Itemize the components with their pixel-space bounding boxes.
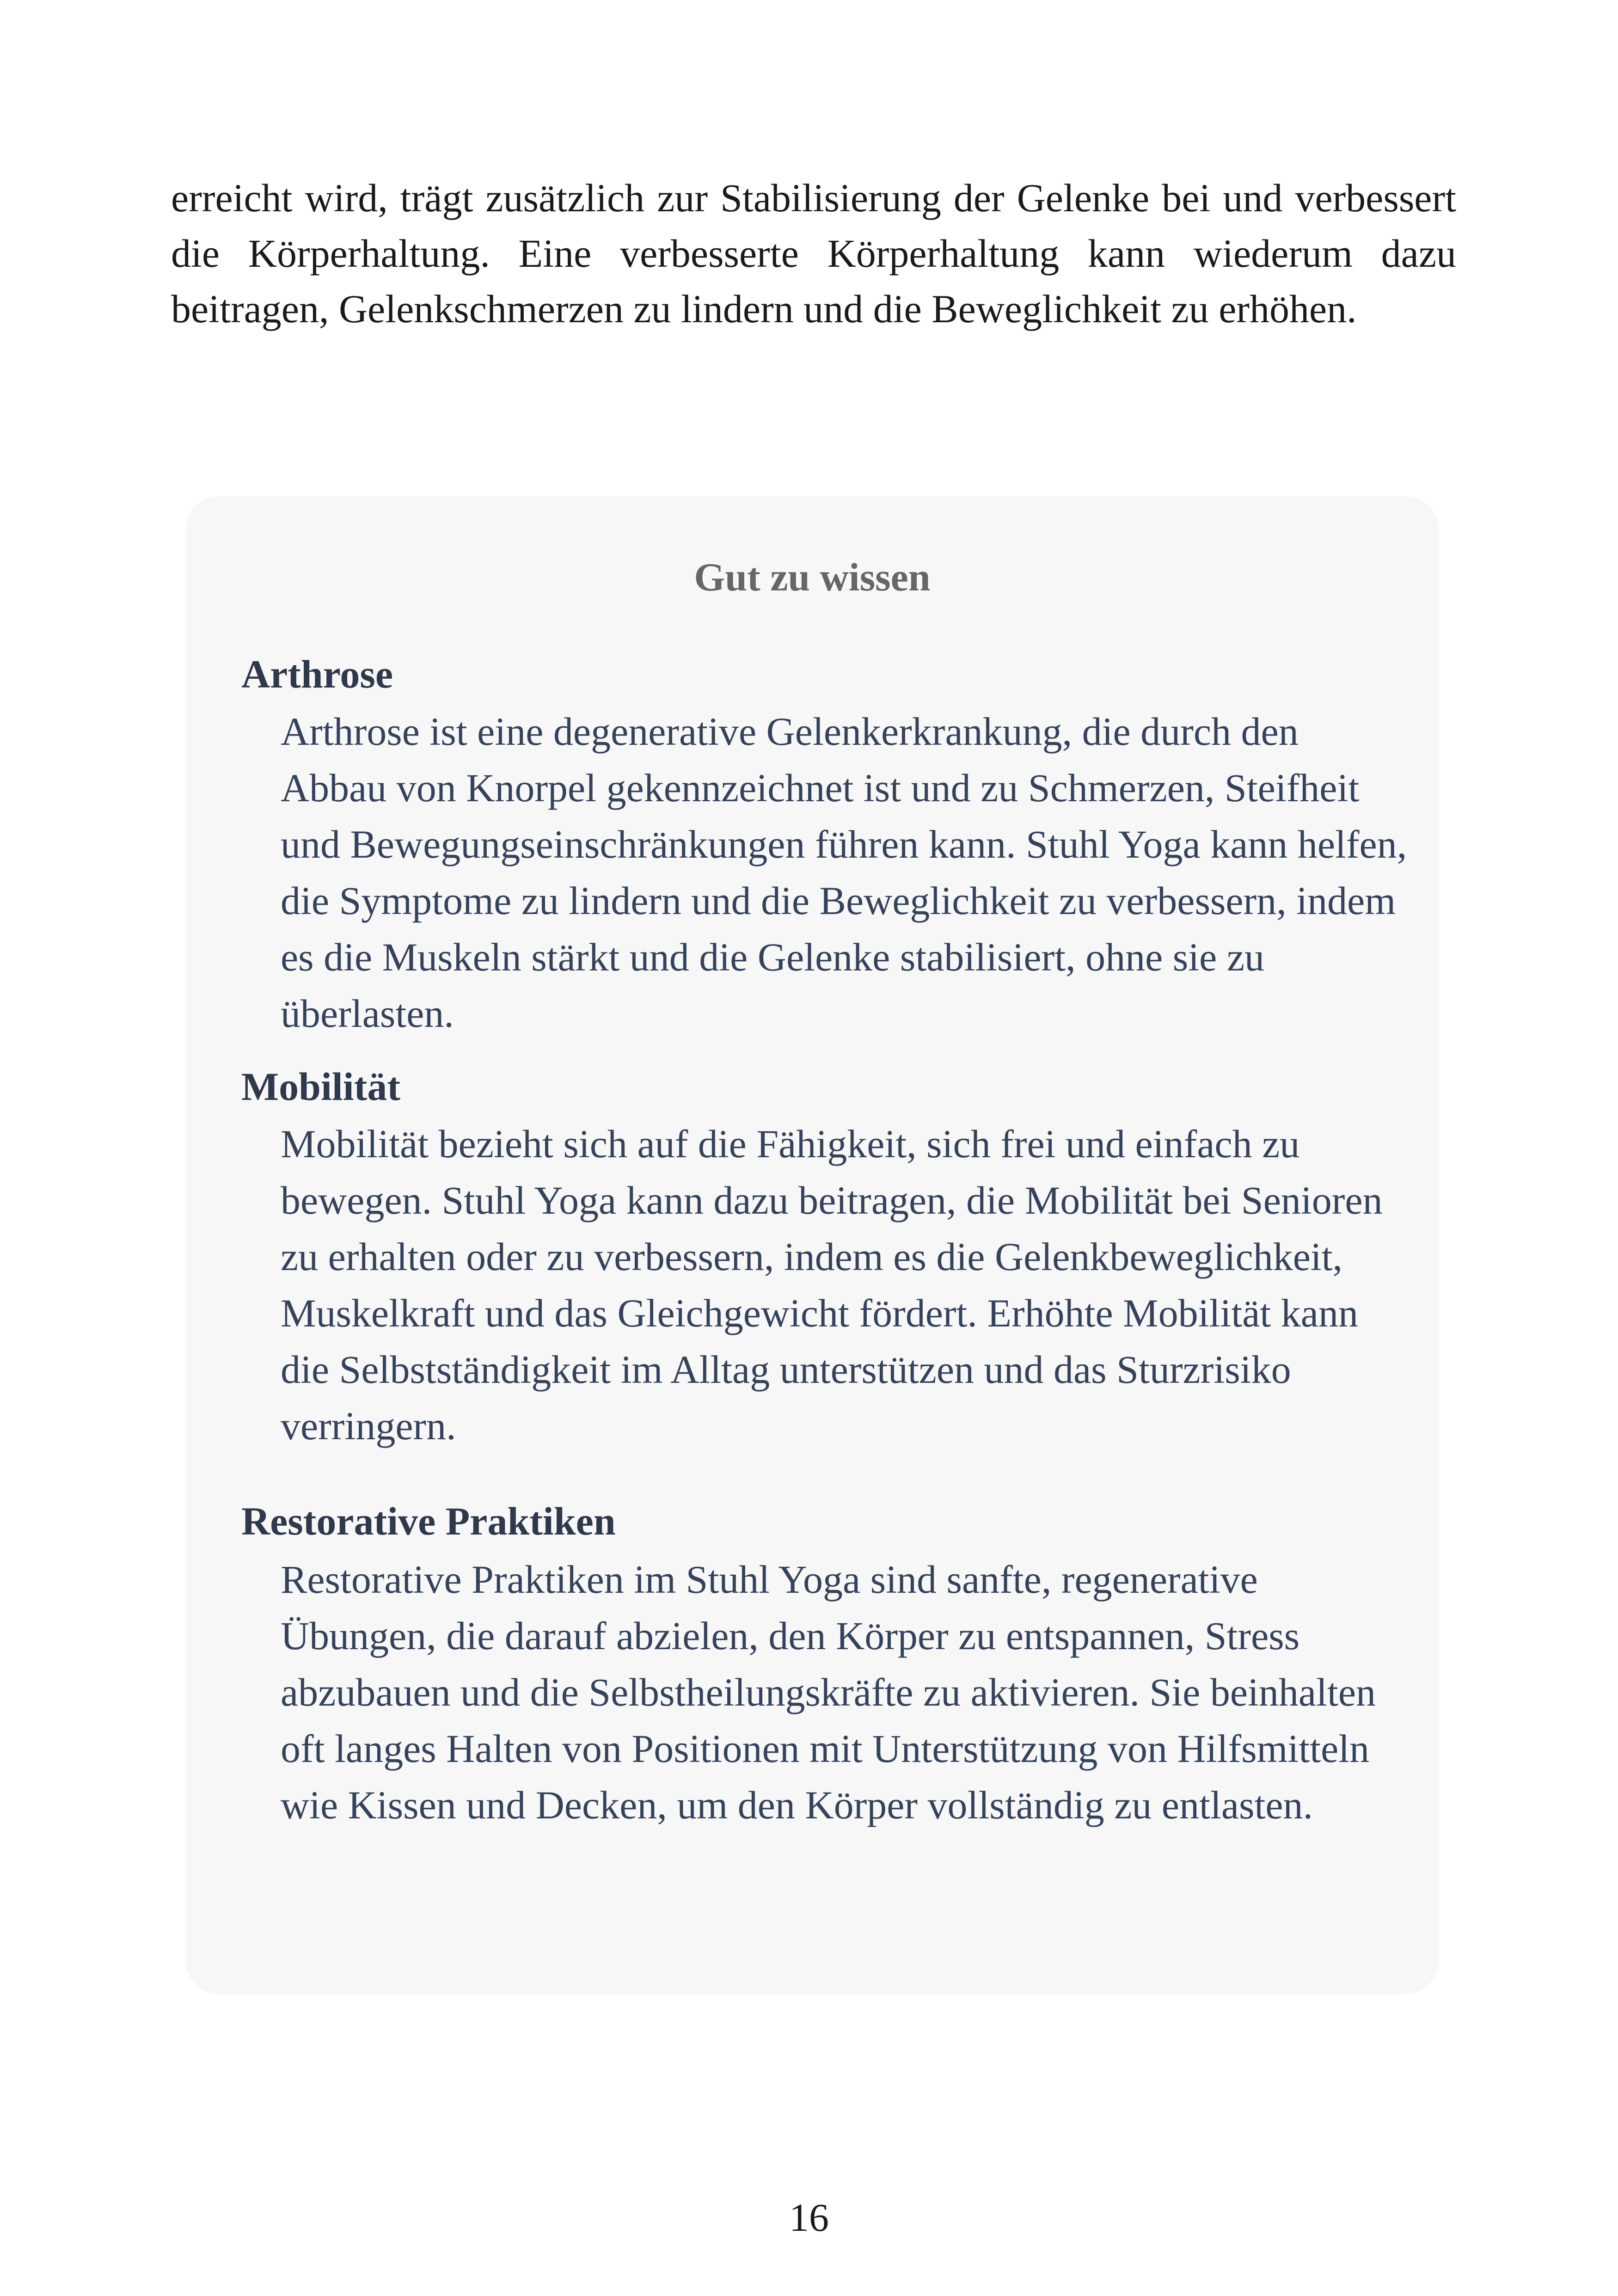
definition-restorative-praktiken: Restorative Praktiken im Stuhl Yoga sind sanfte, regenerative Übungen, die darauf abzielen, den Körper zu entspannen, Stress abzubauen und die Selbstheilungskräfte zu aktivieren. Sie beinhalten oft langes Halten von Positionen mit Unterstützung von Hilfsmitteln wie Kissen und Decken, um den Körper vollständig zu entlasten. — [281, 1557, 1376, 1827]
info-box — [186, 496, 1439, 1994]
intro-paragraph: erreicht wird, trägt zusätzlich zur Stabilisierung der Gelenke bei und verbessert die Körperhaltung. Eine verbesserte Körperhaltung kann wiederum dazu beitragen, Gelenkschmerzen zu lindern und die Beweglichkeit zu erhöhen. — [171, 176, 1456, 331]
term-arthrose: Arthrose — [241, 652, 393, 696]
term-restorative-praktiken: Restorative Praktiken — [241, 1499, 616, 1543]
definition-mobilitaet: Mobilität bezieht sich auf die Fähigkeit, sich frei und einfach zu bewegen. Stuhl Yoga kann dazu beitragen, die Mobilität bei Senioren zu erhalten oder zu verbessern, indem es die Gelenkbeweglichkeit, Muskelkraft und das Gleichgewicht fördert. Erhöhte Mobilität kann die Selbstständigkeit im Alltag unterstützen und das Sturzrisiko verringern. — [281, 1122, 1383, 1448]
page-number: 16 — [789, 2195, 829, 2240]
term-mobilitaet: Mobilität — [241, 1064, 400, 1109]
info-box-title: Gut zu wissen — [694, 555, 931, 599]
definition-arthrose: Arthrose ist eine degenerative Gelenkerkrankung, die durch den Abbau von Knorpel gekennzeichnet ist und zu Schmerzen, Steifheit und Bewegungseinschränkungen führen kann. Stuhl Yoga kann helfen, die Symptome zu lindern und die Beweglichkeit zu verbessern, indem es die Muskeln stärkt und die Gelenke stabilisiert, ohne sie zu überlasten. — [281, 709, 1407, 1036]
